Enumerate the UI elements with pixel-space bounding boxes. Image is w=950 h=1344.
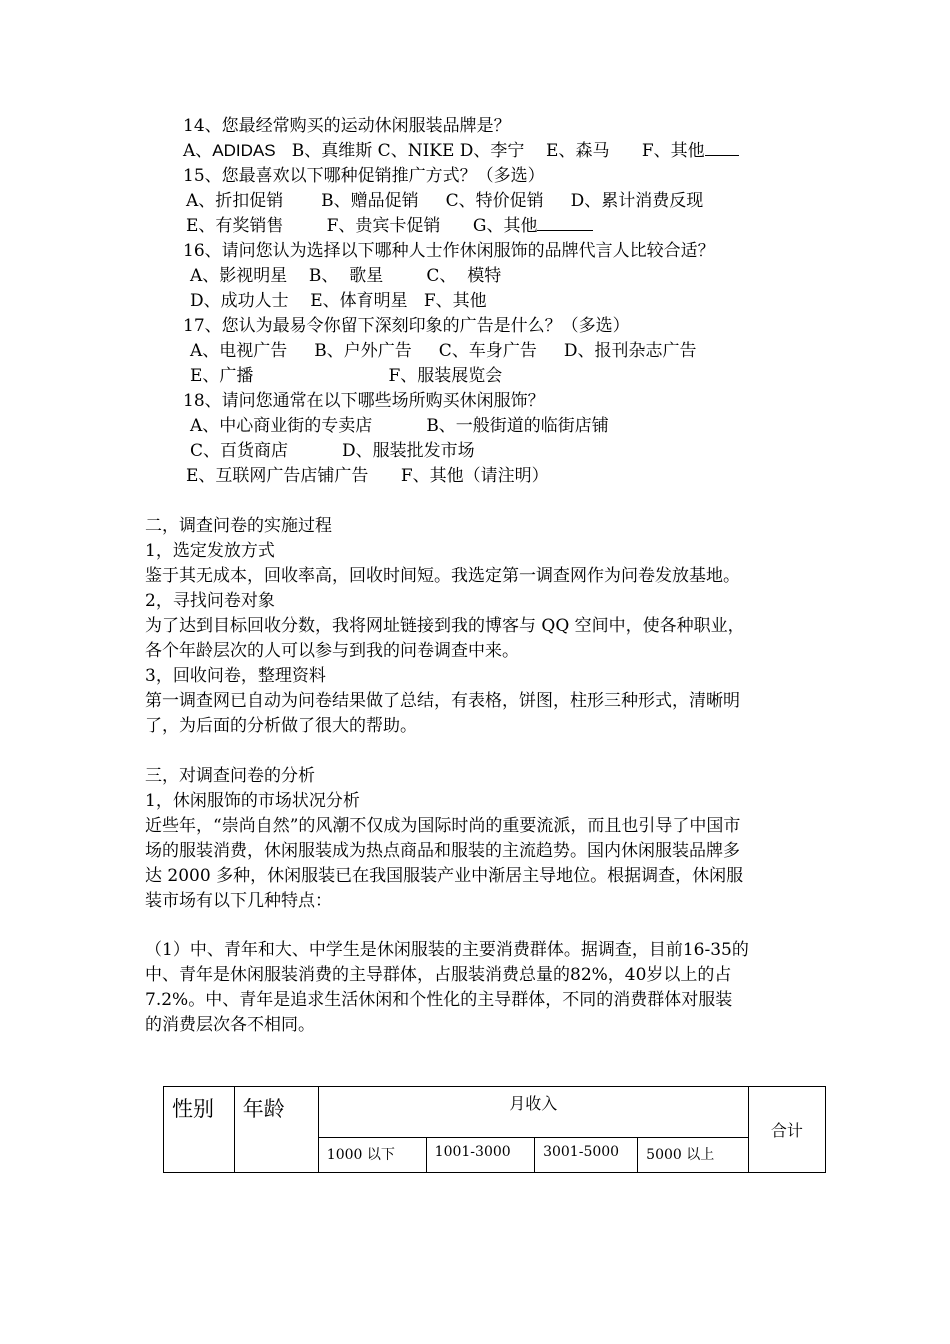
question-18-title: 18、请问您通常在以下哪些场所购买休闲服饰？ xyxy=(183,391,545,411)
question-16-title: 16、请问您认为选择以下哪种人士作休闲服饰的品牌代言人比较合适？ xyxy=(183,241,715,261)
income-bracket-4: 5000 以上 xyxy=(638,1138,749,1173)
income-table xyxy=(163,1086,826,1173)
fill-in-blank xyxy=(705,141,739,156)
section-3-paragraph-2-line3: 7.2%。中、青年是追求生活休闲和个性化的主导群体，不同的消费群体对服装 xyxy=(145,990,733,1010)
section-3-step-1-title: 1，休闲服饰的市场状况分析 xyxy=(145,791,360,811)
question-15-options-line2 xyxy=(186,214,593,238)
section-3-paragraph-1-line1: 近些年，“崇尚自然”的风潮不仅成为国际时尚的重要流派，而且也引导了中国市 xyxy=(145,816,741,836)
section-3-paragraph-2-line2: 中、青年是休闲服装消费的主导群体，占服装消费总量的82%，40岁以上的占 xyxy=(145,965,732,985)
section-2-step-2-text-line2: 各个年龄层次的人可以参与到我的问卷调查中来。 xyxy=(145,641,519,661)
question-15-options-line2-text: E、有奖销售 F、贵宾卡促销 G、其他 xyxy=(186,216,538,236)
question-18-options-line3: E、互联网广告店铺广告 F、其他（请注明） xyxy=(186,466,549,486)
section-2-step-3-text-line2: 了，为后面的分析做了很大的帮助。 xyxy=(145,716,417,736)
header-gender: 性别 xyxy=(164,1087,235,1173)
section-2-step-3-text-line1: 第一调查网已自动为问卷结果做了总结，有表格，饼图，柱形三种形式，清晰明 xyxy=(145,691,740,711)
section-2-step-2-title: 2，寻找问卷对象 xyxy=(145,591,275,611)
question-15-options-line1: A、折扣促销 B、赠品促销 C、特价促销 D、累计消费反现 xyxy=(186,191,704,211)
question-14-options xyxy=(183,139,739,163)
section-2-heading: 二，调查问卷的实施过程 xyxy=(145,516,332,536)
section-2-step-3-title: 3，回收问卷，整理资料 xyxy=(145,666,326,686)
section-2-step-1-text: 鉴于其无成本，回收率高，回收时间短。我选定第一调查网作为问卷发放基地。 xyxy=(145,566,740,586)
header-total: 合计 xyxy=(748,1087,825,1173)
option-a-prefix: A、 xyxy=(183,141,213,161)
section-3-paragraph-2-line1: （1）中、青年和大、中学生是休闲服装的主要消费群体。据调查，目前16-35的 xyxy=(145,940,749,960)
question-14-title: 14、您最经常购买的运动休闲服装品牌是？ xyxy=(183,116,511,136)
fill-in-blank xyxy=(537,216,593,231)
question-18-options-line1: A、中心商业街的专卖店 B、一般街道的临街店铺 xyxy=(190,416,609,436)
header-age: 年龄 xyxy=(234,1087,318,1173)
section-3-paragraph-1-line3: 达 2000 多种，休闲服装已在我国服装产业中渐居主导地位。根据调查，休闲服 xyxy=(145,866,744,886)
income-bracket-1: 1000 以下 xyxy=(318,1138,426,1173)
section-2-step-1-title: 1，选定发放方式 xyxy=(145,541,275,561)
section-2-step-2-text-line1: 为了达到目标回收分数，我将网址链接到我的博客与 QQ 空间中，使各种职业， xyxy=(145,616,745,636)
question-16-options-line1: A、影视明星 B、 歌星 C、 模特 xyxy=(190,266,502,286)
header-monthly-income: 月收入 xyxy=(318,1087,748,1138)
income-bracket-3: 3001-5000 xyxy=(535,1138,638,1173)
question-18-options-line2: C、百货商店 D、服装批发市场 xyxy=(190,441,475,461)
section-3-paragraph-1-line4: 装市场有以下几种特点： xyxy=(145,891,332,911)
question-17-options-line1: A、电视广告 B、户外广告 C、车身广告 D、报刊杂志广告 xyxy=(190,341,697,361)
question-17-title: 17、您认为最易令你留下深刻印象的广告是什么？（多选） xyxy=(183,316,630,336)
income-bracket-2: 1001-3000 xyxy=(426,1138,534,1173)
question-17-options-line2: E、广播 F、服装展览会 xyxy=(190,366,503,386)
section-3-heading: 三，对调查问卷的分析 xyxy=(145,766,315,786)
question-14-other-options: B、真维斯 C、NIKE D、李宁 E、森马 F、其他 xyxy=(275,141,705,161)
question-15-title: 15、您最喜欢以下哪种促销推广方式？（多选） xyxy=(183,166,545,186)
question-16-options-line2: D、成功人士 E、体育明星 F、其他 xyxy=(190,291,487,311)
section-3-paragraph-1-line2: 场的服装消费，休闲服装成为热点商品和服装的主流趋势。国内休闲服装品牌多 xyxy=(145,841,740,861)
section-3-paragraph-2-line4: 的消费层次各不相同。 xyxy=(145,1015,315,1035)
option-a-brand: ADIDAS xyxy=(212,141,276,160)
